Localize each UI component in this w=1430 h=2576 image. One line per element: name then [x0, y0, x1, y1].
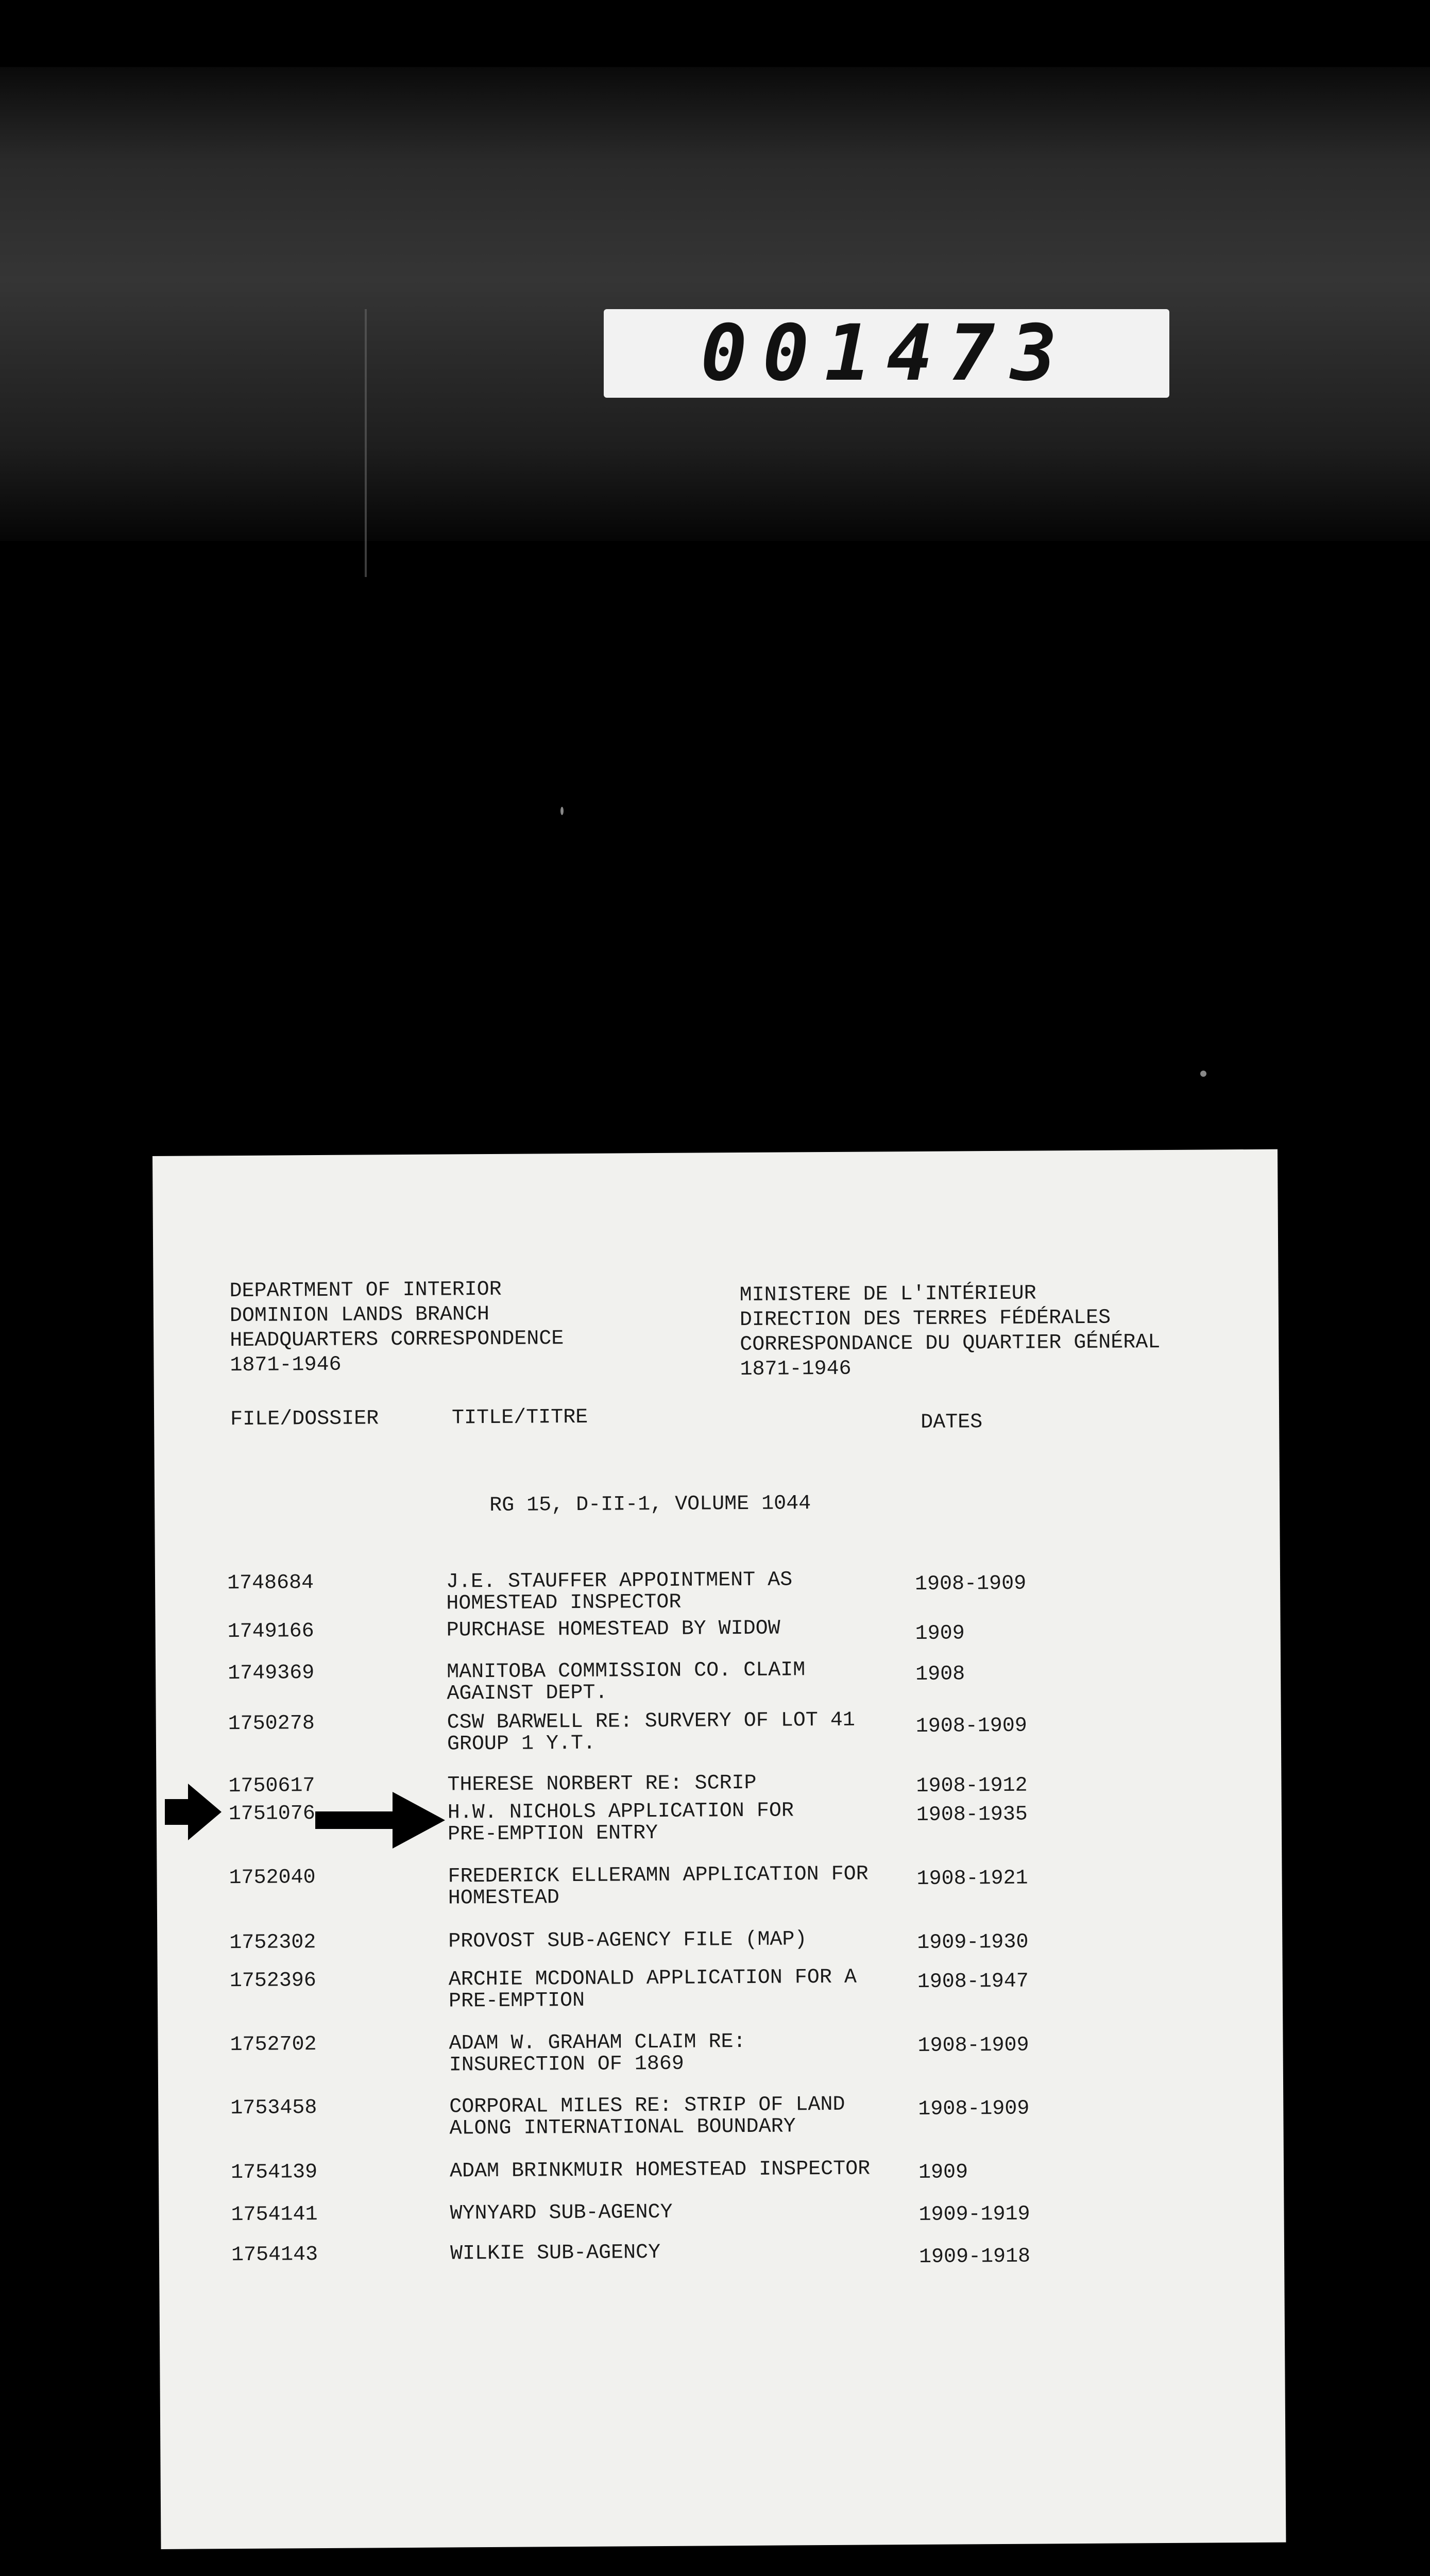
column-header-title: TITLE/TITRE — [451, 1405, 588, 1430]
file-dates: 1908-1935 — [916, 1803, 1028, 1827]
dust-speck — [560, 807, 564, 815]
pointer-arrow-left — [165, 1784, 222, 1840]
file-title — [448, 1800, 911, 1845]
file-dates: 1909-1930 — [917, 1930, 1029, 1955]
title-line: FREDERICK ELLERAMN APPLICATION FOR — [448, 1862, 869, 1889]
table-row — [158, 2028, 1283, 2077]
table-row — [159, 2239, 1284, 2269]
title-line: INSURECTION OF 1869 — [449, 2052, 684, 2077]
title-line: J.E. STAUFFER APPOINTMENT AS — [446, 1568, 793, 1594]
file-dates: 1908-1947 — [917, 1970, 1029, 1994]
file-number: 1753458 — [230, 2096, 317, 2121]
file-title — [450, 2200, 913, 2225]
file-number: 1749166 — [227, 1620, 314, 1644]
title-line: HOMESTEAD INSPECTOR — [446, 1590, 682, 1616]
document-sheet — [152, 1149, 1286, 2549]
title-line: H.W. NICHOLS APPLICATION FOR — [447, 1799, 794, 1825]
title-line: ALONG INTERNATIONAL BOUNDARY — [449, 2115, 796, 2141]
header-line: 1871-1946 — [740, 1357, 852, 1382]
file-dates: 1908-1909 — [917, 2033, 1029, 2058]
file-dates: 1908-1909 — [915, 1714, 1027, 1738]
pointer-arrow-right — [315, 1792, 445, 1849]
file-title — [447, 1659, 910, 1705]
header-line: MINISTERE DE L'INTÉRIEUR — [739, 1282, 1036, 1308]
column-header-file: FILE/DOSSIER — [230, 1407, 379, 1432]
title-line: ARCHIE MCDONALD APPLICATION FOR A — [448, 1965, 857, 1992]
title-line: WYNYARD SUB-AGENCY — [450, 2200, 673, 2226]
file-dates: 1908 — [915, 1663, 965, 1686]
table-row — [156, 1707, 1281, 1756]
file-title — [447, 1617, 910, 1641]
title-line: HOMESTEAD — [448, 1886, 559, 1910]
file-number: 1750617 — [228, 1774, 315, 1799]
file-number: 1752702 — [230, 2033, 317, 2057]
file-title — [448, 1863, 911, 1909]
title-line: GROUP 1 Y.T. — [447, 1732, 596, 1756]
frame-number: 001473 — [604, 309, 1169, 398]
column-header-dates: DATES — [921, 1411, 983, 1434]
header-line: DIRECTION DES TERRES FÉDÉRALES — [739, 1306, 1111, 1332]
file-number: 1754143 — [231, 2243, 318, 2267]
file-dates: 1908-1921 — [916, 1867, 1028, 1891]
file-title — [449, 1967, 912, 2012]
header-line: DOMINION LANDS BRANCH — [229, 1303, 490, 1328]
file-number: 1748684 — [227, 1571, 314, 1596]
file-dates: 1908-1909 — [918, 2097, 1030, 2121]
title-line: PURCHASE HOMESTEAD BY WIDOW — [446, 1617, 780, 1642]
file-title — [448, 1928, 912, 1953]
file-title — [450, 2241, 914, 2265]
dust-speck — [1200, 1071, 1206, 1077]
file-dates: 1908-1909 — [914, 1572, 1027, 1596]
header-english — [229, 1277, 564, 1378]
header-line: 1871-1946 — [230, 1353, 342, 1378]
file-dates: 1909 — [918, 2161, 968, 2184]
volume-reference: RG 15, D-II-1, VOLUME 1044 — [489, 1492, 811, 1518]
header-french — [740, 1281, 1161, 1382]
table-row — [159, 2198, 1284, 2227]
file-dates: 1909-1918 — [918, 2245, 1031, 2269]
file-dates: 1909-1919 — [918, 2202, 1030, 2227]
file-title — [450, 2158, 913, 2182]
file-number: 1751076 — [228, 1802, 315, 1826]
file-dates: 1908-1912 — [916, 1774, 1028, 1798]
table-row — [157, 1926, 1282, 1955]
file-number: 1752396 — [229, 1969, 316, 1993]
title-line: PRE-EMPTION ENTRY — [447, 1822, 658, 1846]
title-line: PRE-EMPTION — [448, 1989, 585, 2013]
file-title — [447, 1772, 911, 1796]
file-title — [447, 1709, 911, 1755]
title-line: MANITOBA COMMISSION CO. CLAIM — [446, 1658, 806, 1684]
title-line: CSW BARWELL RE: SURVERY OF LOT 41 — [447, 1708, 855, 1735]
file-number: 1750278 — [228, 1712, 315, 1736]
title-line: AGAINST DEPT. — [447, 1681, 608, 1706]
title-line: PROVOST SUB-AGENCY FILE (MAP) — [448, 1928, 807, 1954]
table-row — [156, 1615, 1281, 1646]
table-row — [158, 1964, 1283, 2013]
header-line: HEADQUARTERS CORRESPONDENCE — [230, 1327, 564, 1353]
title-line: ADAM BRINKMUIR HOMESTEAD INSPECTOR — [449, 2157, 871, 2183]
title-line: THERESE NORBERT RE: SCRIP — [447, 1771, 757, 1797]
file-number: 1754141 — [231, 2203, 318, 2227]
file-title — [449, 2094, 913, 2140]
table-row — [159, 2156, 1284, 2185]
title-line: ADAM W. GRAHAM CLAIM RE: — [449, 2030, 746, 2056]
table-row — [157, 1861, 1282, 1910]
file-title — [446, 1569, 910, 1615]
title-line: WILKIE SUB-AGENCY — [450, 2241, 661, 2266]
table-row — [156, 1770, 1281, 1799]
file-title — [449, 2030, 912, 2076]
table-row — [158, 2092, 1283, 2141]
file-number: 1754139 — [230, 2161, 318, 2185]
file-number: 1752302 — [229, 1931, 316, 1955]
table-row — [155, 1567, 1280, 1616]
header-line: CORRESPONDANCE DU QUARTIER GÉNÉRAL — [740, 1331, 1161, 1357]
title-line: CORPORAL MILES RE: STRIP OF LAND — [449, 2093, 845, 2119]
file-number: 1752040 — [229, 1866, 316, 1890]
table-row — [156, 1657, 1281, 1706]
header-line: DEPARTMENT OF INTERIOR — [229, 1278, 502, 1303]
film-scratch — [365, 309, 367, 577]
film-top-band — [0, 67, 1430, 541]
file-dates: 1909 — [915, 1622, 965, 1646]
file-number: 1749369 — [228, 1662, 315, 1686]
